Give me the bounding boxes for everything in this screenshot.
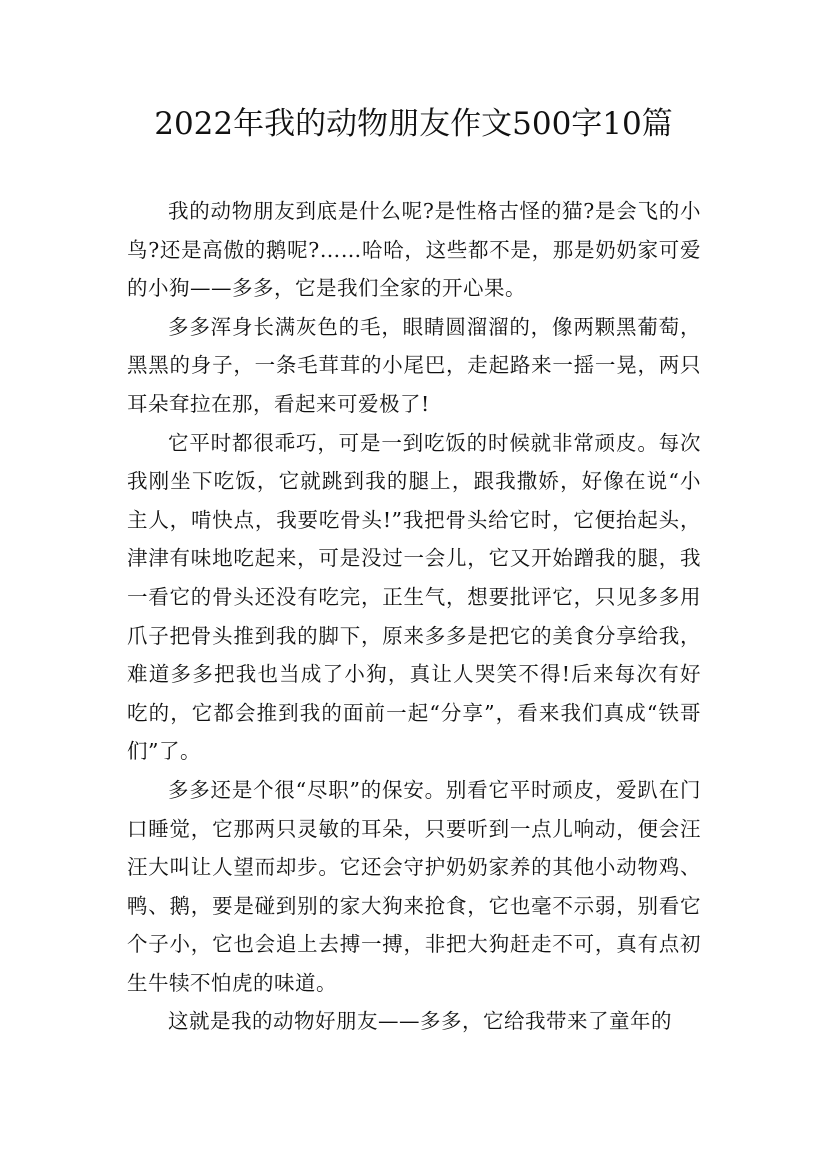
paragraph-3: 它平时都很乖巧，可是一到吃饭的时候就非常顽皮。每次我刚坐下吃饭，它就跳到我的腿上，跟我撒娇，好像在说“小主人，啃快点，我要吃骨头!”我把骨头给它时，它便抬起头，津津有味地吃起来，可是没过一会儿，它又开始蹭我的腿，我一看它的骨头还没有吃完，正生气，想要批评它，只见多多用爪子把骨头推到我的脚下，原来多多是把它的美食分享给我，难道多多把我也当成了小狗，真让人哭笑不得!后来每次有好吃的，它都会推到我的面前一起“分享”，看来我们真成“铁哥们”了。 [127,430,701,764]
paragraph-1: 我的动物朋友到底是什么呢?是性格古怪的猫?是会飞的小鸟?还是高傲的鹅呢?……哈哈，这些都不是，那是奶奶家可爱的小狗——多多，它是我们全家的开心果。 [127,199,701,301]
paragraph-4: 多多还是个很“尽职”的保安。别看它平时顽皮，爱趴在门口睡觉，它那两只灵敏的耳朵，只要听到一点儿响动，便会汪汪大叫让人望而却步。它还会守护奶奶家养的其他小动物鸡、鸭、鹅，要是碰到别的家大狗来抢食，它也毫不示弱，别看它个子小，它也会追上去搏一搏，非把大狗赶走不可，真有点初生牛犊不怕虎的味道。 [127,777,701,995]
paragraph-5: 这就是我的动物好朋友——多多，它给我带来了童年的 [168,1009,672,1034]
document-title: 2022年我的动物朋友作文500字10篇 [154,106,673,142]
paragraph-2: 多多浑身长满灰色的毛，眼睛圆溜溜的，像两颗黑葡萄，黑黑的身子，一条毛茸茸的小尾巴，走起路来一摇一晃，两只耳朵耷拉在那，看起来可爱极了! [127,314,701,416]
document-body [127,192,701,1041]
